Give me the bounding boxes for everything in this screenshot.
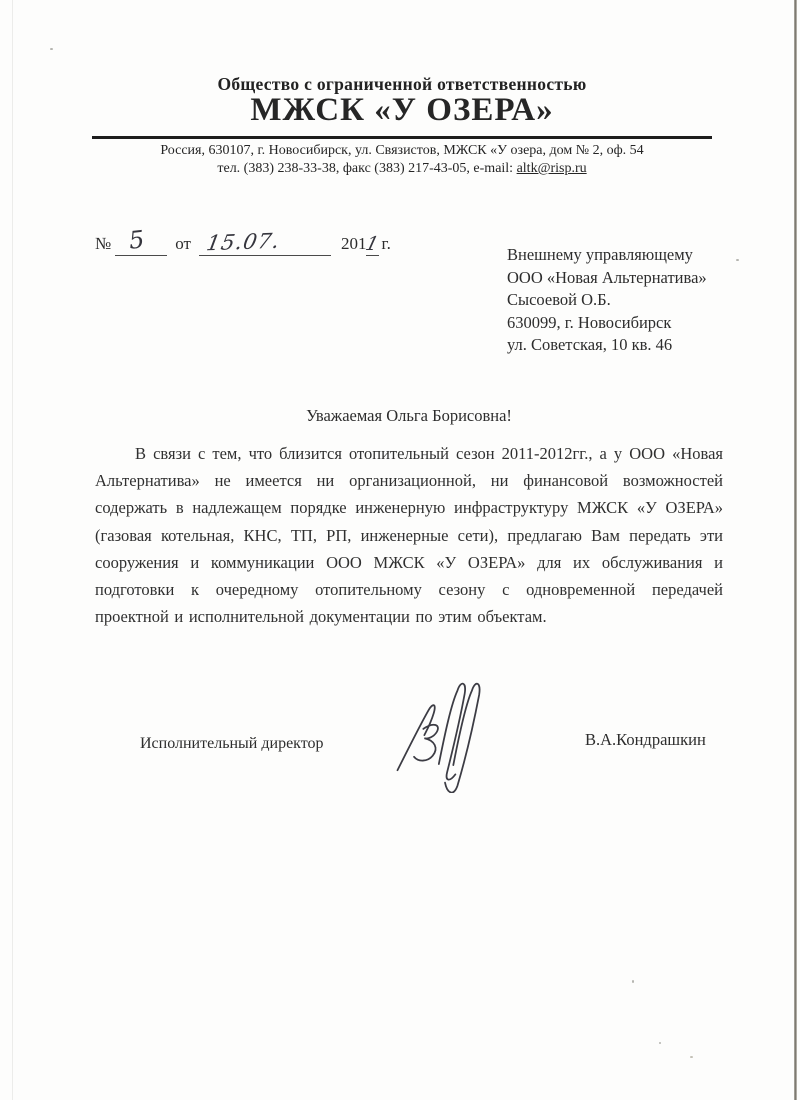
body-paragraph: В связи с тем, что близится отопительный сезон 2011-2012гг., а у ООО «Новая Альтернатива» не имеется ни организационной, ни финансовой возможностей содержать в надлежащем порядке инженерную инфраструктуру МЖСК «У ОЗЕРА» (газовая котельная, КНС, ТП, РП, инженерные сети), предлагаю Вам передать эти сооружения и коммуникации ООО МЖСК «У ОЗЕРА» для их обслуживания и подготовки к очередному отопительному сезону с одновременной передачей проектной и исполнительной документации по этим объектам. bbox=[95, 444, 723, 627]
date-blank-underline bbox=[199, 229, 331, 256]
recipient-block bbox=[507, 244, 707, 357]
number-label: № bbox=[95, 234, 112, 253]
scan-speck bbox=[50, 48, 53, 50]
scan-edge-left bbox=[12, 0, 13, 1100]
scan-speck bbox=[736, 259, 739, 261]
year-suffix: г. bbox=[381, 234, 391, 253]
recipient-line: Внешнему управляющему bbox=[507, 245, 693, 264]
handwritten-year-digit: 1 bbox=[363, 233, 382, 255]
recipient-line: Сысоевой О.Б. bbox=[507, 290, 611, 309]
signature-scribble bbox=[390, 671, 498, 793]
scan-edge-right bbox=[794, 0, 797, 1100]
recipient-line: ул. Советская, 10 кв. 46 bbox=[507, 335, 673, 354]
email-text: altk@risp.ru bbox=[516, 161, 587, 176]
handwritten-number: 5 bbox=[127, 225, 146, 255]
scan-speck bbox=[632, 980, 634, 983]
recipient-line: ООО «Новая Альтернатива» bbox=[507, 267, 707, 287]
contacts-text: тел. (383) 238-33-38, факс (383) 217-43-05, e-mail: bbox=[217, 161, 517, 176]
year-digit-underline bbox=[363, 233, 382, 256]
number-blank-underline bbox=[115, 225, 167, 256]
salutation: Уважаемая Ольга Борисовна! bbox=[306, 406, 512, 425]
reference-line bbox=[95, 222, 391, 256]
signer-name: В.А.Кондрашкин bbox=[585, 730, 706, 749]
org-name-title: МЖСК «У ОЗЕРА» bbox=[250, 92, 554, 128]
year-printed: 201 bbox=[340, 234, 367, 253]
letterhead-contacts bbox=[92, 161, 712, 177]
letterhead-rule bbox=[92, 136, 712, 139]
scan-speck bbox=[690, 1056, 693, 1058]
recipient-line: 630099, г. Новосибирск bbox=[507, 312, 672, 332]
signer-position-title: Исполнительный директор bbox=[140, 735, 324, 752]
handwritten-date: 15.07. bbox=[204, 228, 283, 256]
from-label: от bbox=[175, 234, 191, 253]
letterhead-address: Россия, 630107, г. Новосибирск, ул. Связистов, МЖСК «У озера, дом № 2, оф. 54 bbox=[160, 143, 644, 158]
scan-speck bbox=[659, 1042, 661, 1044]
org-type-line: Общество с ограниченной ответственностью bbox=[217, 74, 587, 94]
